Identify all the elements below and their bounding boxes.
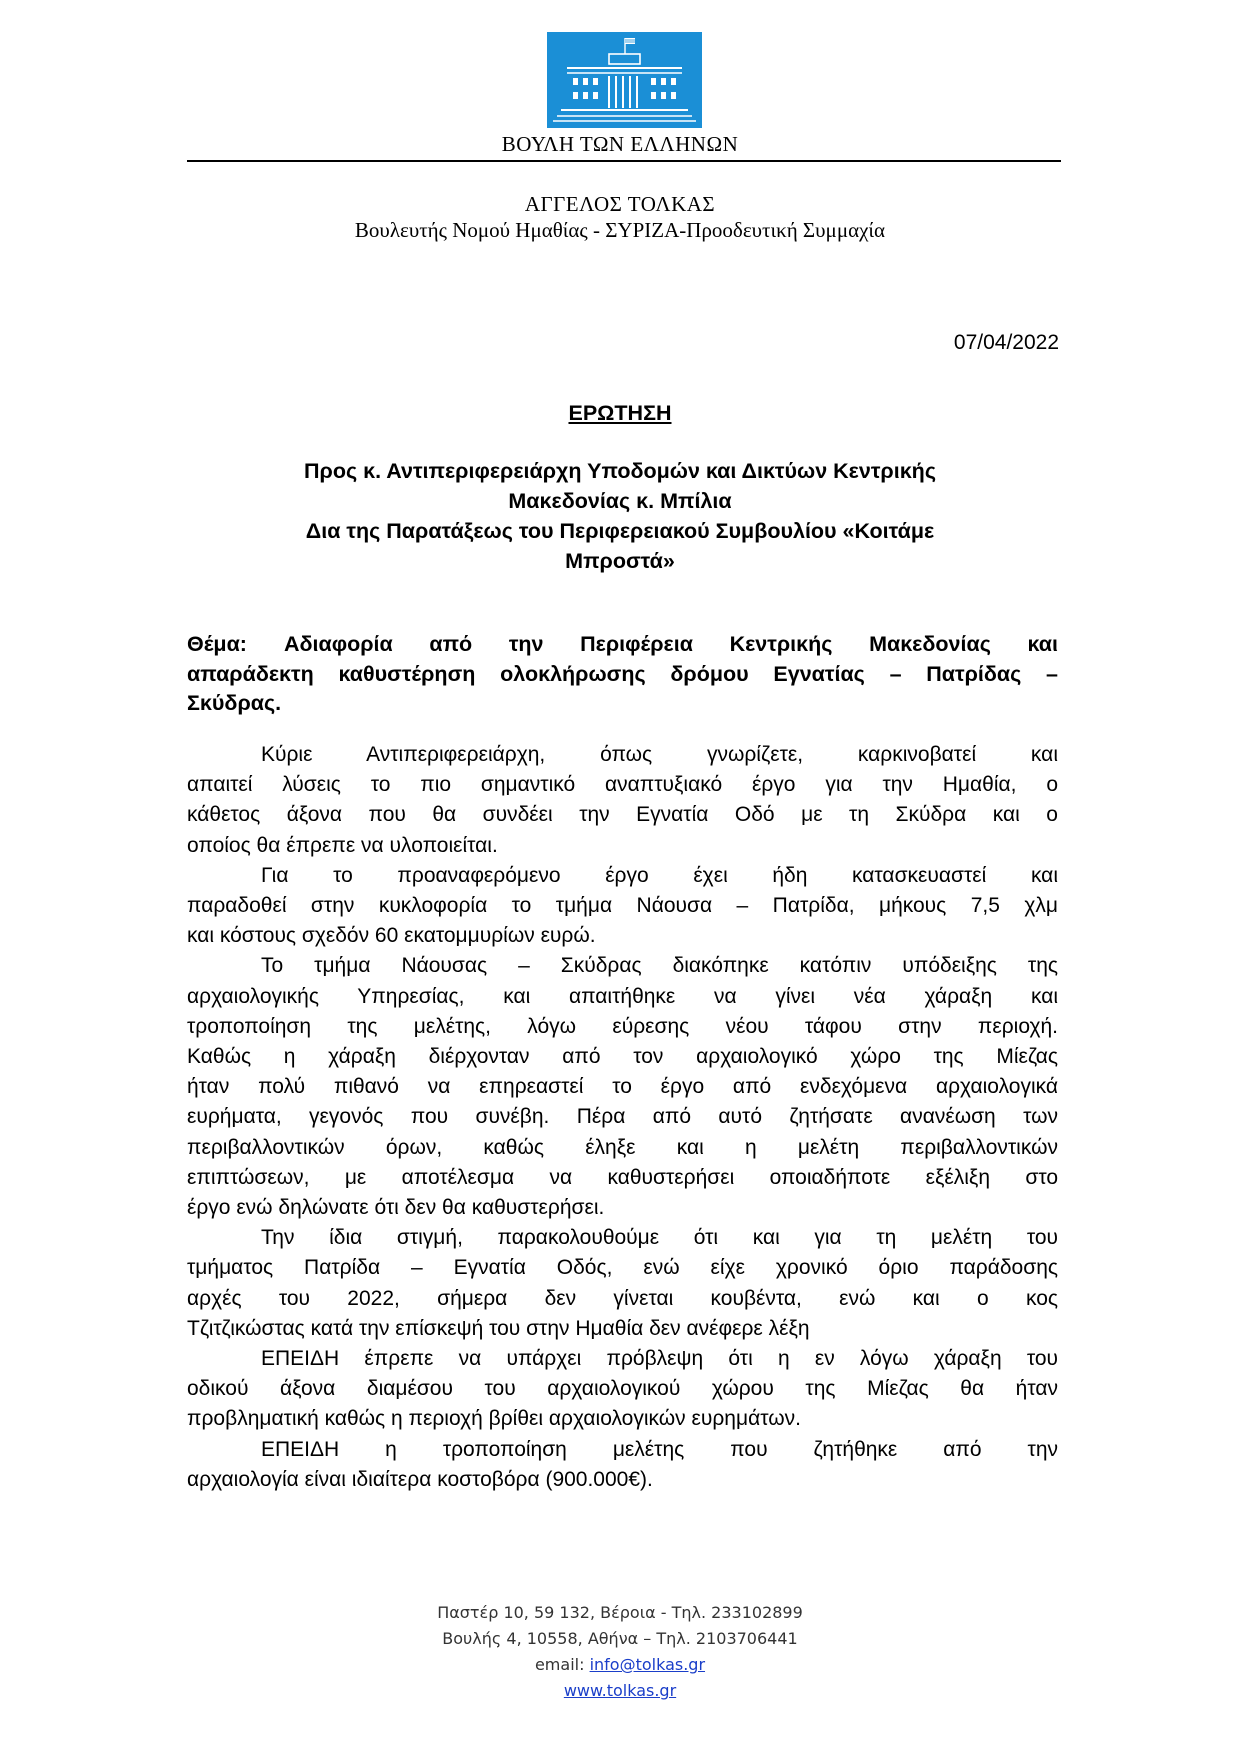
document-date: 07/04/2022: [953, 331, 1059, 354]
body-line: Για το προαναφερόμενο έργο έχει ήδη κατασκευαστεί και: [261, 863, 1058, 887]
body-line: τροποποίηση της μελέτης, λόγω εύρεσης νέου τάφου στην περιοχή.: [187, 1014, 1058, 1038]
body-line: παραδοθεί στην κυκλοφορία το τμήμα Νάουσα – Πατρίδα, μήκους 7,5 χλμ: [187, 894, 1058, 918]
header-divider: [187, 160, 1061, 162]
email-link[interactable]: info@tolkas.gr: [589, 1655, 706, 1674]
subject-line: απαράδεκτη καθυστέρηση ολοκλήρωσης δρόμου Εγνατίας – Πατρίδας –: [187, 661, 1058, 686]
body-line: Καθώς η χάραξη διέρχονταν από τον αρχαιολογικό χώρο της Μίεζας: [187, 1045, 1058, 1069]
subject-line: Σκύδρας.: [187, 691, 282, 715]
footer-address-athens: Βουλής 4, 10558, Αθήνα – Τηλ. 2103706441: [442, 1629, 798, 1648]
body-line: οδικού άξονα διαμέσου του αρχαιολογικού χώρου της Μίεζας θα ήταν: [187, 1377, 1058, 1401]
subject-line-1: [187, 630, 1058, 660]
website-link[interactable]: www.tolkas.gr: [563, 1681, 677, 1700]
footer-email-label: email:: [534, 1655, 590, 1674]
recipient-line: Δια της Παρατάξεως του Περιφερειακού Συμβουλίου «Κοιτάμε: [305, 519, 935, 543]
footer-website-row: [0, 1678, 1240, 1704]
body-line: απαιτεί λύσεις το πιο σημαντικό αναπτυξιακό έργο για την Ημαθία, ο: [187, 773, 1058, 797]
body-line: ΕΠΕΙΔΗ η τροποποίηση μελέτης που ζητήθηκε από την: [261, 1437, 1058, 1461]
body-line: τμήματος Πατρίδα – Εγνατία Οδός, ενώ είχε χρονικό όριο παράδοσης: [187, 1256, 1058, 1280]
body-line: προβληματική καθώς η περιοχή βρίθει αρχαιολογικών ευρημάτων.: [187, 1407, 801, 1431]
subject-label: Θέμα:: [187, 632, 247, 656]
body-line: αρχές του 2022, σήμερα δεν γίνεται κουβέντα, ενώ και ο κος: [187, 1286, 1058, 1310]
body-line: επιπτώσεων, με αποτέλεσμα να καθυστερήσει οποιαδήποτε εξέλιξη στο: [187, 1165, 1058, 1189]
body-line: Την ίδια στιγμή, παρακολουθούμε ότι και για τη μελέτη του: [261, 1226, 1058, 1250]
mp-name: ΑΓΓΕΛΟΣ ΤΟΛΚΑΣ: [524, 192, 716, 216]
subject-text: Αδιαφορία από την Περιφέρεια Κεντρικής Μακεδονίας και: [283, 632, 1058, 656]
body-line: οποίος θα έπρεπε να υλοποιείται.: [187, 833, 498, 857]
body-line: ευρήματα, γεγονός που συνέβη. Πέρα από αυτό ζητήσατε ανανέωση των: [187, 1105, 1058, 1129]
recipient-line: Προς κ. Αντιπεριφερειάρχη Υποδομών και Δικτύων Κεντρικής: [304, 459, 936, 483]
body-text: [187, 740, 1058, 1495]
mp-role: Βουλευτής Νομού Ημαθίας - ΣΥΡΙΖΑ-Προοδευτική Συμμαχία: [354, 218, 886, 242]
body-line: κάθετος άξονα που θα συνδέει την Εγνατία Οδό με τη Σκύδρα και ο: [187, 803, 1058, 827]
body-line: περιβαλλοντικών όρων, καθώς έληξε και η μελέτη περιβαλλοντικών: [187, 1135, 1058, 1159]
subject-block: [187, 630, 1058, 719]
body-line: Κύριε Αντιπεριφερειάρχη, όπως γνωρίζετε, καρκινοβατεί και: [261, 743, 1058, 766]
recipient-line: Μπροστά»: [565, 549, 675, 573]
body-line: Τζιτζικώστας κατά την επίσκεψή του στην Ημαθία δεν ανέφερε λέξη: [187, 1316, 810, 1340]
body-line: αρχαιολογικής Υπηρεσίας, και απαιτήθηκε να γίνει νέα χάραξη και: [187, 984, 1058, 1008]
recipient-line: Μακεδονίας κ. Μπίλια: [508, 489, 732, 513]
body-line: ΕΠΕΙΔΗ έπρεπε να υπάρχει πρόβλεψη ότι η εν λόγω χάραξη του: [261, 1347, 1058, 1371]
body-line: ήταν πολύ πιθανό να επηρεαστεί το έργο από ενδεχόμενα αρχαιολογικά: [187, 1075, 1058, 1099]
parliament-name: ΒΟΥΛΗ ΤΩΝ ΕΛΛΗΝΩΝ: [501, 132, 739, 156]
body-line: αρχαιολογία είναι ιδιαίτερα κοστοβόρα (900.000€).: [187, 1467, 653, 1491]
hellenic-parliament-logo-icon: [547, 32, 702, 128]
footer-address-veria: Παστέρ 10, 59 132, Βέροια - Τηλ. 233102899: [437, 1603, 803, 1622]
document-title: ΕΡΩΤΗΣΗ: [568, 401, 672, 425]
recipient-block: [220, 456, 1020, 576]
footer-email-row: [0, 1652, 1240, 1678]
body-line: και κόστους σχεδόν 60 εκατομμυρίων ευρώ.: [187, 924, 596, 948]
body-line: Το τμήμα Νάουσας – Σκύδρας διακόπηκε κατόπιν υπόδειξης της: [261, 954, 1058, 978]
footer: [0, 1600, 1240, 1704]
body-line: έργο ενώ δηλώνατε ότι δεν θα καθυστερήσει.: [187, 1196, 605, 1220]
